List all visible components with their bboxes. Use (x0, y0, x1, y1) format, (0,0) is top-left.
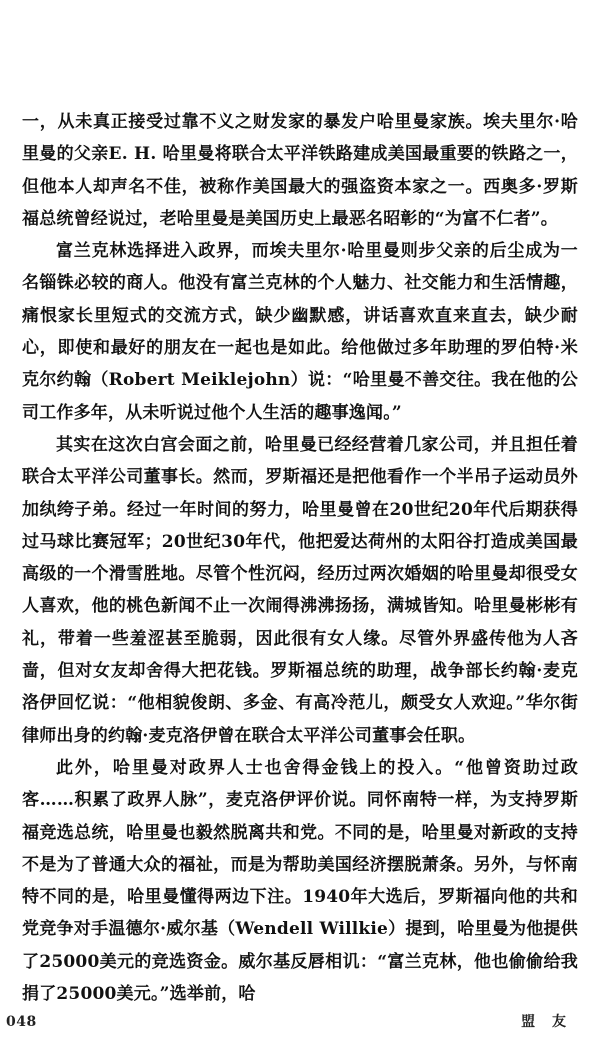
page-number: 048 (6, 1014, 37, 1030)
body-paragraph-4: 此外，哈里曼对政界人士也舍得金钱上的投入。“他曾资助过政客……积累了政界人脉”，麦克洛伊评价说。同怀南特一样，为支持罗斯福竞选总统，哈里曼也毅然脱离共和党。不同的是，哈里曼对新政的支持不是为了普通大众的福祉，而是为帮助美国经济摆脱萧条。另外，与怀南特不同的是，哈里曼懂得两边下注。1940年大选后，罗斯福向他的共和党竞争对手温德尔·威尔基（Wendell Willkie）提到，哈里曼为他提供了25000美元的竞选资金。威尔基反唇相讥：“富兰克林，他也偷偷给我捐了25000美元。”选举前，哈 (22, 757, 578, 1005)
body-paragraph-3: 其实在这次白宫会面之前，哈里曼已经经营着几家公司，并且担任着联合太平洋公司董事长。然而，罗斯福还是把他看作一个半吊子运动员外加纨绔子弟。经过一年时间的努力，哈里曼曾在20世纪20年代后期获得过马球比赛冠军；20世纪30年代，他把爱达荷州的太阳谷打造成美国最高级的一个滑雪胜地。尽管个性沉闷，经历过两次婚姻的哈里曼却很受女人喜欢，他的桃色新闻不止一次闹得沸沸扬扬，满城皆知。哈里曼彬彬有礼，带着一些羞涩甚至脆弱，因此很有女人缘。尽管外界盛传他为人吝啬，但对女友却舍得大把花钱。罗斯福总统的助理，战争部长约翰·麦克洛伊回忆说：“他相貌俊朗、多金、有高冷范儿，颇受女人欢迎。”华尔街律师出身的约翰·麦克洛伊曾在联合太平洋公司董事会任职。 (22, 434, 578, 746)
running-title: 盟 友 (521, 1014, 572, 1030)
body-paragraph-2: 富兰克林选择进入政界，而埃夫里尔·哈里曼则步父亲的后尘成为一名锱铢必较的商人。他没有富兰克林的个人魅力、社交能力和生活情趣，痛恨家长里短式的交流方式，缺少幽默感，讲话喜欢直来直去，缺少耐心，即使和最好的朋友在一起也是如此。给他做过多年助理的罗伯特·米克尔约翰（Robert Meiklejohn）说：“哈里曼不善交往。我在他的公司工作多年，从未听说过他个人生活的趣事逸闻。” (22, 241, 578, 423)
body-paragraph-1: 一，从未真正接受过靠不义之财发家的暴发户哈里曼家族。埃夫里尔·哈里曼的父亲E. H. 哈里曼将联合太平洋铁路建成美国最重要的铁路之一，但他本人却声名不佳，被称作美国最大的强盗资本家之一。西奥多·罗斯福总统曾经说过，老哈里曼是美国历史上最恶名昭彰的“为富不仁者”。 (22, 112, 578, 229)
